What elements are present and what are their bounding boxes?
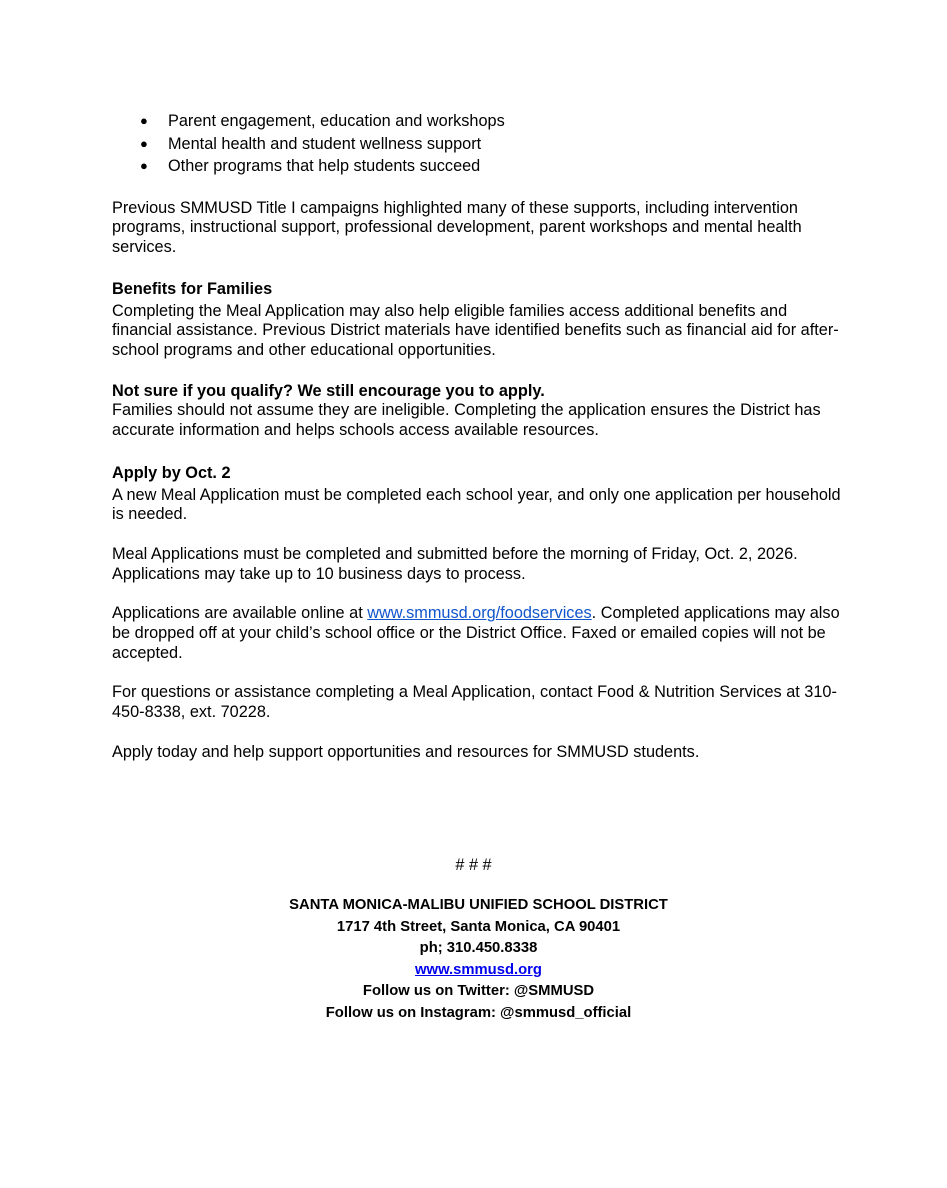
twitter-handle: Follow us on Twitter: @SMMUSD <box>362 983 595 999</box>
bullet-icon: ● <box>140 113 148 128</box>
list-item-text: Mental health and student wellness support <box>168 134 482 153</box>
district-phone: ph; 310.450.8338 <box>419 940 538 956</box>
apply-paragraph-5: Apply today and help support opportunities and resources for SMMUSD students. <box>112 742 700 761</box>
benefits-heading: Benefits for Families <box>112 279 273 298</box>
list-item-text: Other programs that help students succeed <box>168 157 481 176</box>
qualify-heading: Not sure if you qualify? We still encourage you to apply. <box>112 381 545 400</box>
list-item <box>112 133 847 156</box>
support-bullet-list <box>112 110 847 178</box>
district-address: 1717 4th Street, Santa Monica, CA 90401 <box>336 918 621 935</box>
document-body <box>112 110 847 763</box>
district-name: SANTA MONICA-MALIBU UNIFIED SCHOOL DISTRICT <box>289 897 668 913</box>
benefits-paragraph: Completing the Meal Application may also help eligible families access additional benefits and financial assistance. Previous District materials have identified benefits such as financial aid for after-school programs and other educational opportunities. <box>112 301 839 359</box>
apply-paragraph-3-tail: . Completed applications may also be dropped off at your child’s school office or the District Office. Faxed or emailed copies will not be accepted. <box>112 604 840 662</box>
list-item <box>112 110 847 133</box>
list-item-text: Parent engagement, education and workshops <box>168 112 505 130</box>
district-footer <box>0 895 947 1024</box>
apply-paragraph-2: Meal Applications must be completed and submitted before the morning of Friday, Oct. 2, 2026. Applications may take up to 10 business days to process. <box>112 544 798 583</box>
apply-paragraph-1: A new Meal Application must be completed each school year, and only one application per household is needed. <box>112 485 841 524</box>
end-mark: # # # <box>455 856 492 874</box>
bullet-icon: ● <box>140 135 148 151</box>
intro-paragraph: Previous SMMUSD Title I campaigns highlighted many of these supports, including intervention programs, instructional support, professional development, parent workshops and mental health services. <box>112 198 802 257</box>
district-website-link[interactable]: www.smmusd.org <box>415 961 542 978</box>
bullet-icon: ● <box>140 158 148 174</box>
apply-paragraph-4: For questions or assistance completing a Meal Application, contact Food & Nutrition Services at 310-450-8338, ext. 70228. <box>112 683 837 722</box>
instagram-handle: Follow us on Instagram: @smmusd_official <box>325 1004 632 1021</box>
list-item <box>112 155 847 178</box>
food-services-link[interactable]: www.smmusd.org/foodservices <box>367 604 592 623</box>
apply-paragraph-3 <box>112 604 847 663</box>
apply-heading: Apply by Oct. 2 <box>112 463 231 482</box>
apply-paragraph-3-lead: Applications are available online at <box>112 604 368 623</box>
qualify-paragraph: Families should not assume they are ineligible. Completing the application ensures the District has accurate information and helps schools access available resources. <box>112 401 821 440</box>
